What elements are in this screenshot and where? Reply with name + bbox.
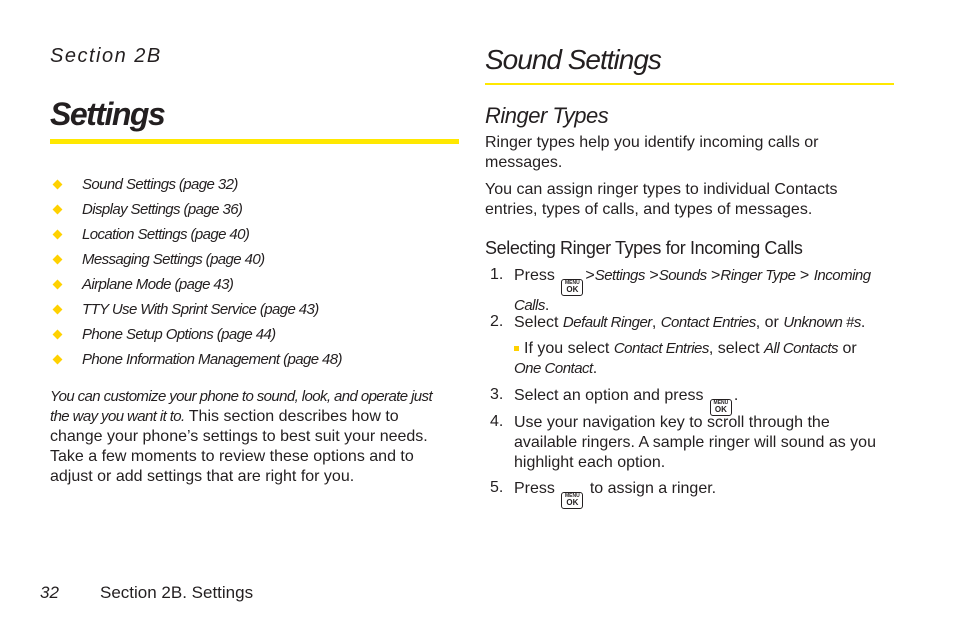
step-3: Select an option and press MENU OK . xyxy=(514,387,739,414)
diamond-bullet-icon xyxy=(53,180,63,190)
toc-item[interactable] xyxy=(50,222,470,247)
ringer-types-paragraph: Ringer types help you identify incoming calls or messages. xyxy=(485,134,819,171)
selecting-ringer-heading: Selecting Ringer Types for Incoming Calls xyxy=(485,238,803,258)
step-number: 4. xyxy=(490,413,504,430)
step-2-sub-bullet: If you select Contact Entries, select All Contacts or One Contact. xyxy=(514,340,857,377)
step-number: 2. xyxy=(490,313,504,330)
diamond-bullet-icon xyxy=(53,305,63,315)
menu-ok-key-icon: MENU OK xyxy=(561,492,583,509)
intro-paragraph xyxy=(50,387,445,487)
diamond-bullet-icon xyxy=(53,280,63,290)
step-2: Select Default Ringer, Contact Entries, or Unknown #s. xyxy=(514,314,866,331)
intro-body: This section describes how to change your phone’s settings to best suit your needs. Take a few moments to review these options and to adjust or add settings that are right for you. xyxy=(50,408,428,485)
step-1: Press MENU OK >Settings >Sounds >Ringer Type > Incoming Calls. xyxy=(514,267,871,314)
diamond-bullet-icon xyxy=(53,205,63,215)
footer-section: Section 2B. Settings xyxy=(100,583,254,602)
toc-item[interactable] xyxy=(50,247,470,272)
toc-link[interactable]: Airplane Mode (page 43) xyxy=(82,276,234,293)
step-4: Use your navigation key to scroll through the available ringers. A sample ringer will sound as you highlight each option. xyxy=(514,414,876,471)
toc-link[interactable]: TTY Use With Sprint Service (page 43) xyxy=(82,301,319,318)
toc-link[interactable]: Messaging Settings (page 40) xyxy=(82,251,265,268)
heading-rule xyxy=(485,83,894,85)
step-number: 3. xyxy=(490,386,504,403)
diamond-bullet-icon xyxy=(53,330,63,340)
toc-item[interactable] xyxy=(50,322,470,347)
sound-settings-heading: Sound Settings xyxy=(485,44,661,75)
step-number: 5. xyxy=(490,479,504,496)
toc-item[interactable] xyxy=(50,347,470,372)
toc-list xyxy=(50,172,470,372)
ringer-types-heading: Ringer Types xyxy=(485,103,609,128)
title-rule xyxy=(50,139,459,144)
section-label: Section 2B xyxy=(50,45,162,67)
step-5: Press MENU OK to assign a ringer. xyxy=(514,480,717,507)
square-bullet-icon xyxy=(514,346,519,351)
toc-item[interactable] xyxy=(50,297,470,322)
toc-item[interactable] xyxy=(50,172,470,197)
page-number: 32 xyxy=(40,583,59,602)
diamond-bullet-icon xyxy=(53,230,63,240)
diamond-bullet-icon xyxy=(53,355,63,365)
menu-ok-key-icon: MENU OK xyxy=(561,279,583,296)
toc-item[interactable] xyxy=(50,197,470,222)
step-number: 1. xyxy=(490,266,504,283)
diamond-bullet-icon xyxy=(53,255,63,265)
toc-link[interactable]: Location Settings (page 40) xyxy=(82,226,250,243)
toc-link[interactable]: Display Settings (page 36) xyxy=(82,201,243,218)
menu-ok-key-icon: MENU OK xyxy=(710,399,732,416)
toc-link[interactable]: Sound Settings (page 32) xyxy=(82,176,238,193)
toc-item[interactable] xyxy=(50,272,470,297)
toc-link[interactable]: Phone Information Management (page 48) xyxy=(82,351,342,368)
toc-link[interactable]: Phone Setup Options (page 44) xyxy=(82,326,276,343)
intro-lead: You can customize your phone to sound, look, and operate just the way you want it to. xyxy=(50,388,433,425)
page-title: Settings xyxy=(50,96,165,132)
assign-ringer-paragraph: You can assign ringer types to individual Contacts entries, types of calls, and types of messages. xyxy=(485,181,838,218)
